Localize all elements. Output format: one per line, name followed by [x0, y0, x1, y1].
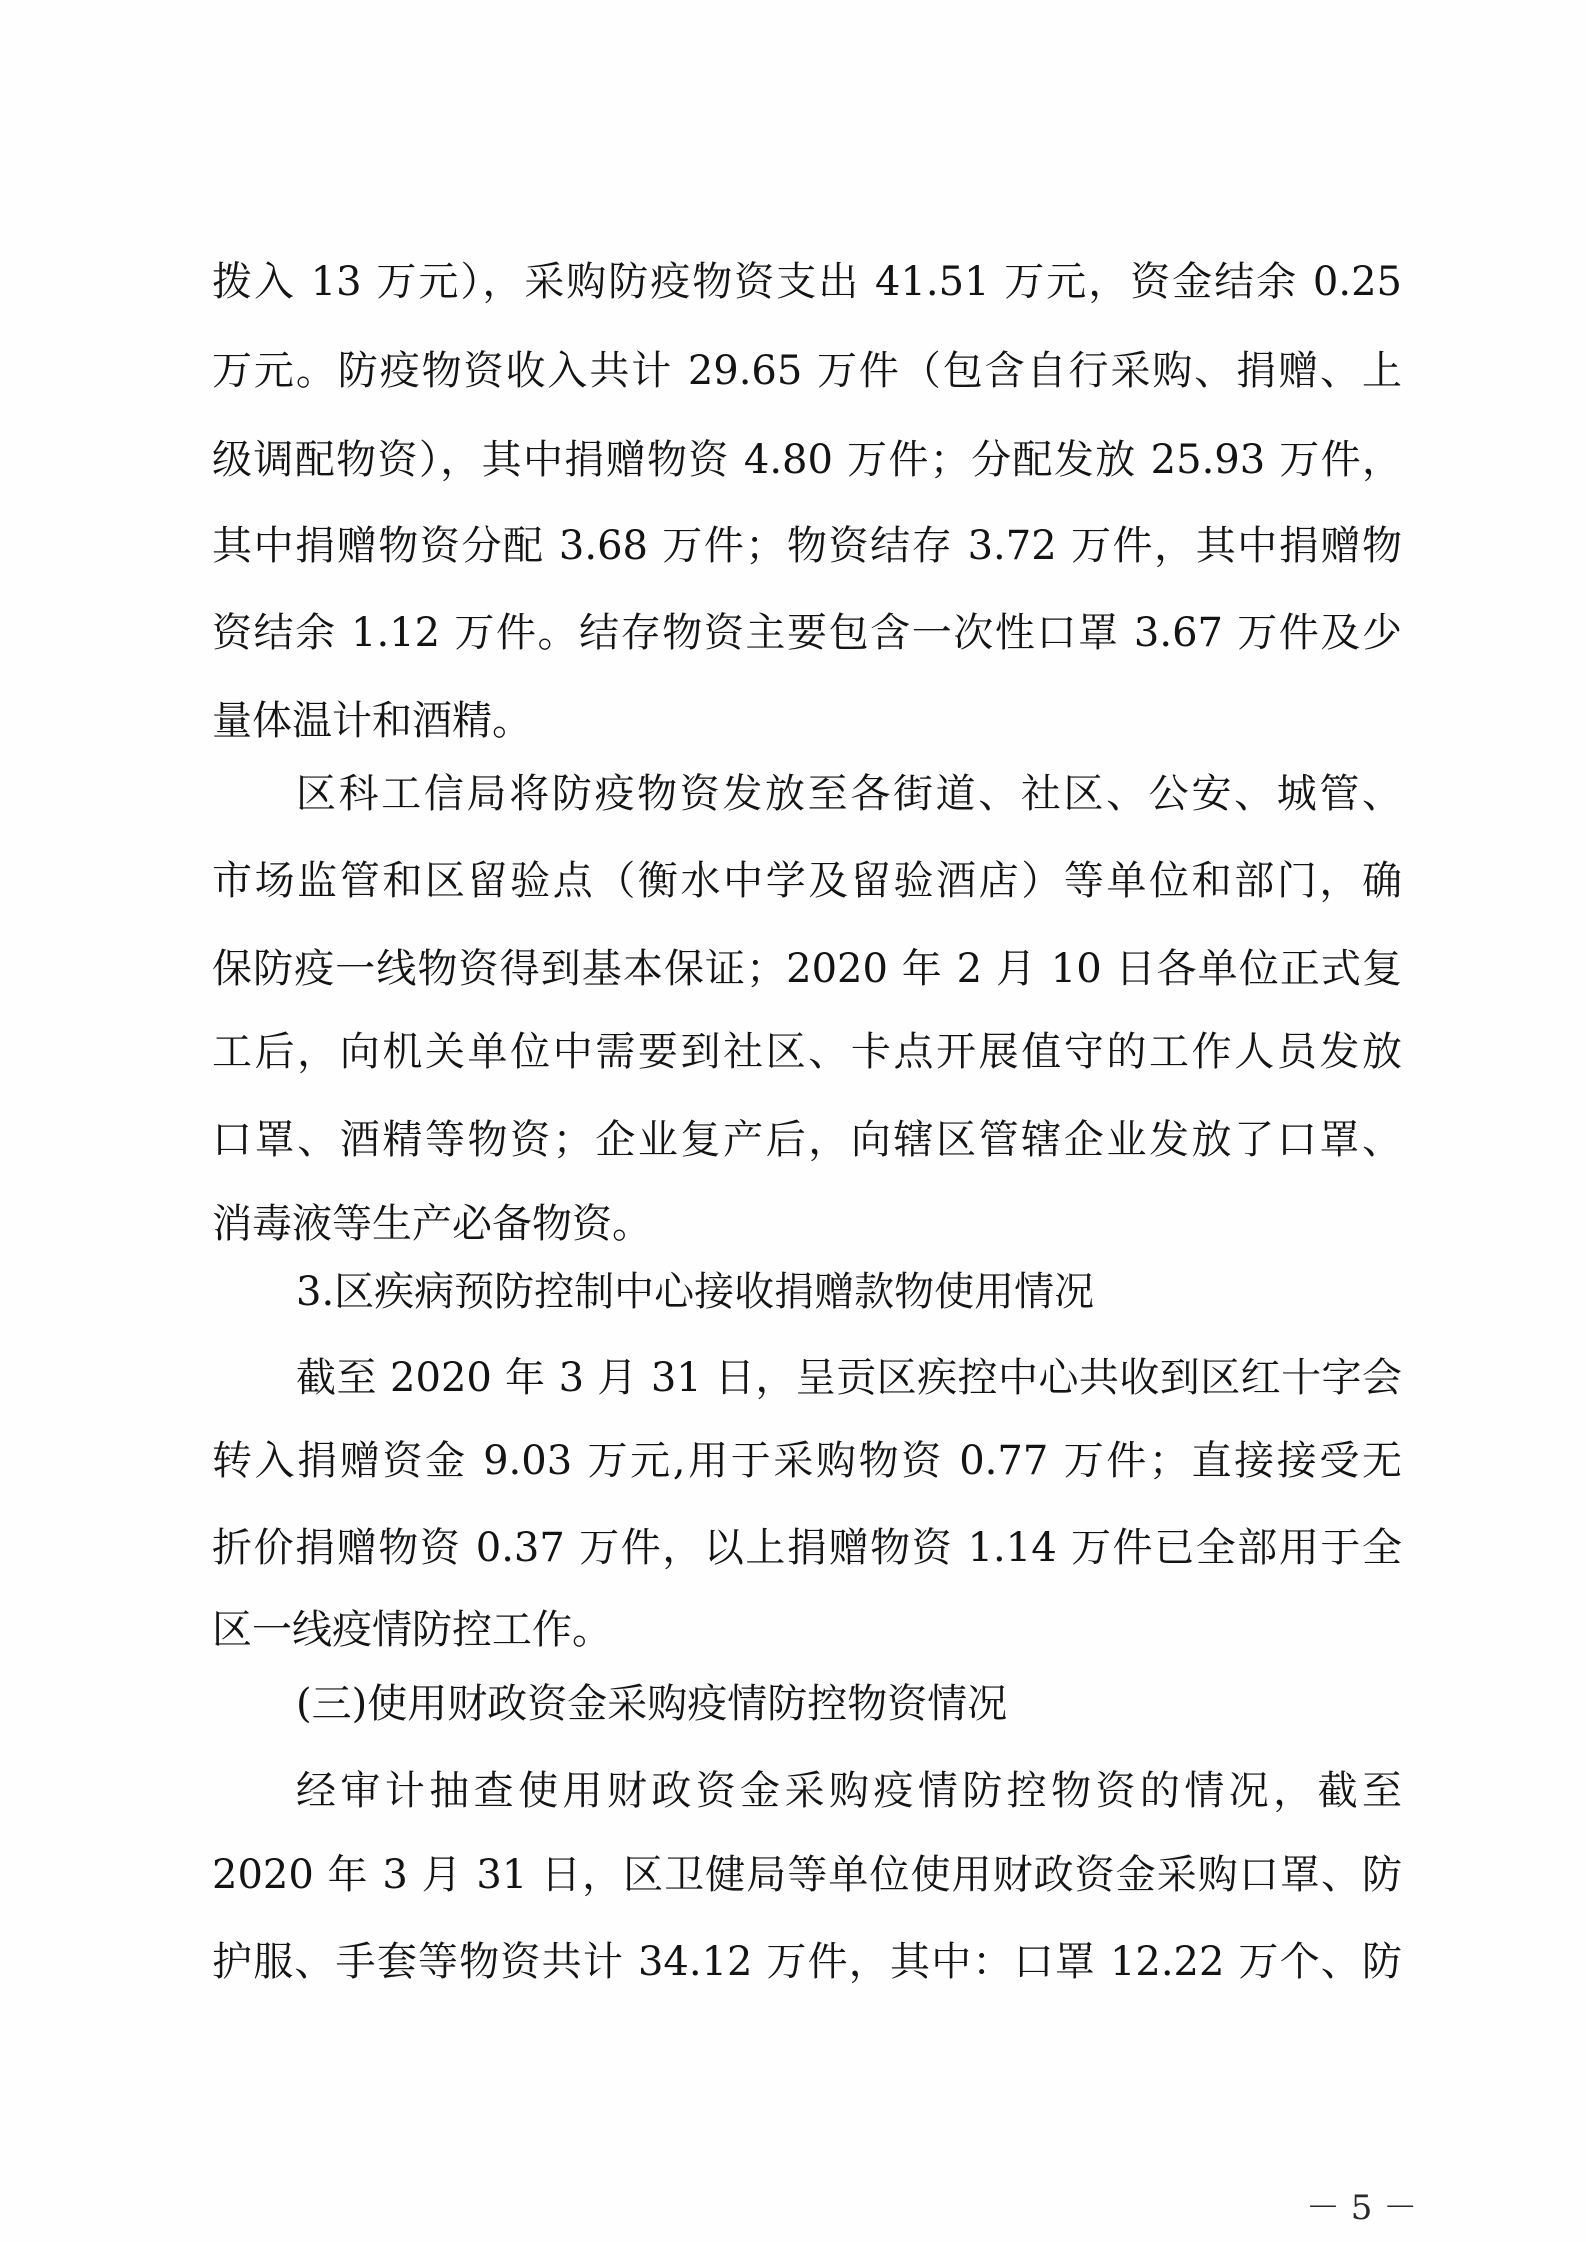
- text-line: 口罩、酒精等物资；企业复产后，向辖区管辖企业发放了口罩、: [212, 1117, 1402, 1163]
- text-line: 消毒液等生产必备物资。: [212, 1201, 652, 1247]
- text-line: 转入捐赠资金 9.03 万元,用于采购物资 0.77 万件；直接接受无: [212, 1438, 1402, 1484]
- text-line: 拨入 13 万元），采购防疫物资支出 41.51 万元，资金结余 0.25: [212, 259, 1402, 305]
- text-line: 级调配物资），其中捐赠物资 4.80 万件；分配发放 25.93 万件，: [212, 437, 1402, 483]
- text-line: 保防疫一线物资得到基本保证；2020 年 2 月 10 日各单位正式复: [212, 946, 1402, 992]
- paragraph-start-line: 截至 2020 年 3 月 31 日，呈贡区疾控中心共收到区红十字会: [296, 1355, 1402, 1401]
- text-line: 2020 年 3 月 31 日，区卫健局等单位使用财政资金采购口罩、防: [212, 1852, 1402, 1898]
- paragraph-start-line: 经审计抽查使用财政资金采购疫情防控物资的情况，截至: [296, 1768, 1402, 1814]
- text-line: 资结余 1.12 万件。结存物资主要包含一次性口罩 3.67 万件及少: [212, 610, 1402, 656]
- text-line: 折价捐赠物资 0.37 万件，以上捐赠物资 1.14 万件已全部用于全: [212, 1525, 1402, 1571]
- section-heading: 3.区疾病预防控制中心接收捐赠款物使用情况: [296, 1269, 1095, 1315]
- text-line: 护服、手套等物资共计 34.12 万件，其中：口罩 12.22 万个、防: [212, 1939, 1402, 1985]
- text-line: 工后，向机关单位中需要到社区、卡点开展值守的工作人员发放: [212, 1029, 1402, 1075]
- text-line: 市场监管和区留验点（衡水中学及留验酒店）等单位和部门，确: [212, 858, 1402, 904]
- text-line: 量体温计和酒精。: [212, 698, 532, 744]
- text-line: 区一线疫情防控工作。: [212, 1607, 612, 1653]
- text-line: 其中捐赠物资分配 3.68 万件；物资结存 3.72 万件，其中捐赠物: [212, 523, 1402, 569]
- paragraph-start-line: 区科工信局将防疫物资发放至各街道、社区、公安、城管、: [296, 771, 1402, 817]
- section-heading: (三)使用财政资金采购疫情防控物资情况: [296, 1681, 1008, 1727]
- text-line: 万元。防疫物资收入共计 29.65 万件（包含自行采购、捐赠、上: [212, 348, 1402, 394]
- page-number: － 5 －: [1306, 2188, 1418, 2228]
